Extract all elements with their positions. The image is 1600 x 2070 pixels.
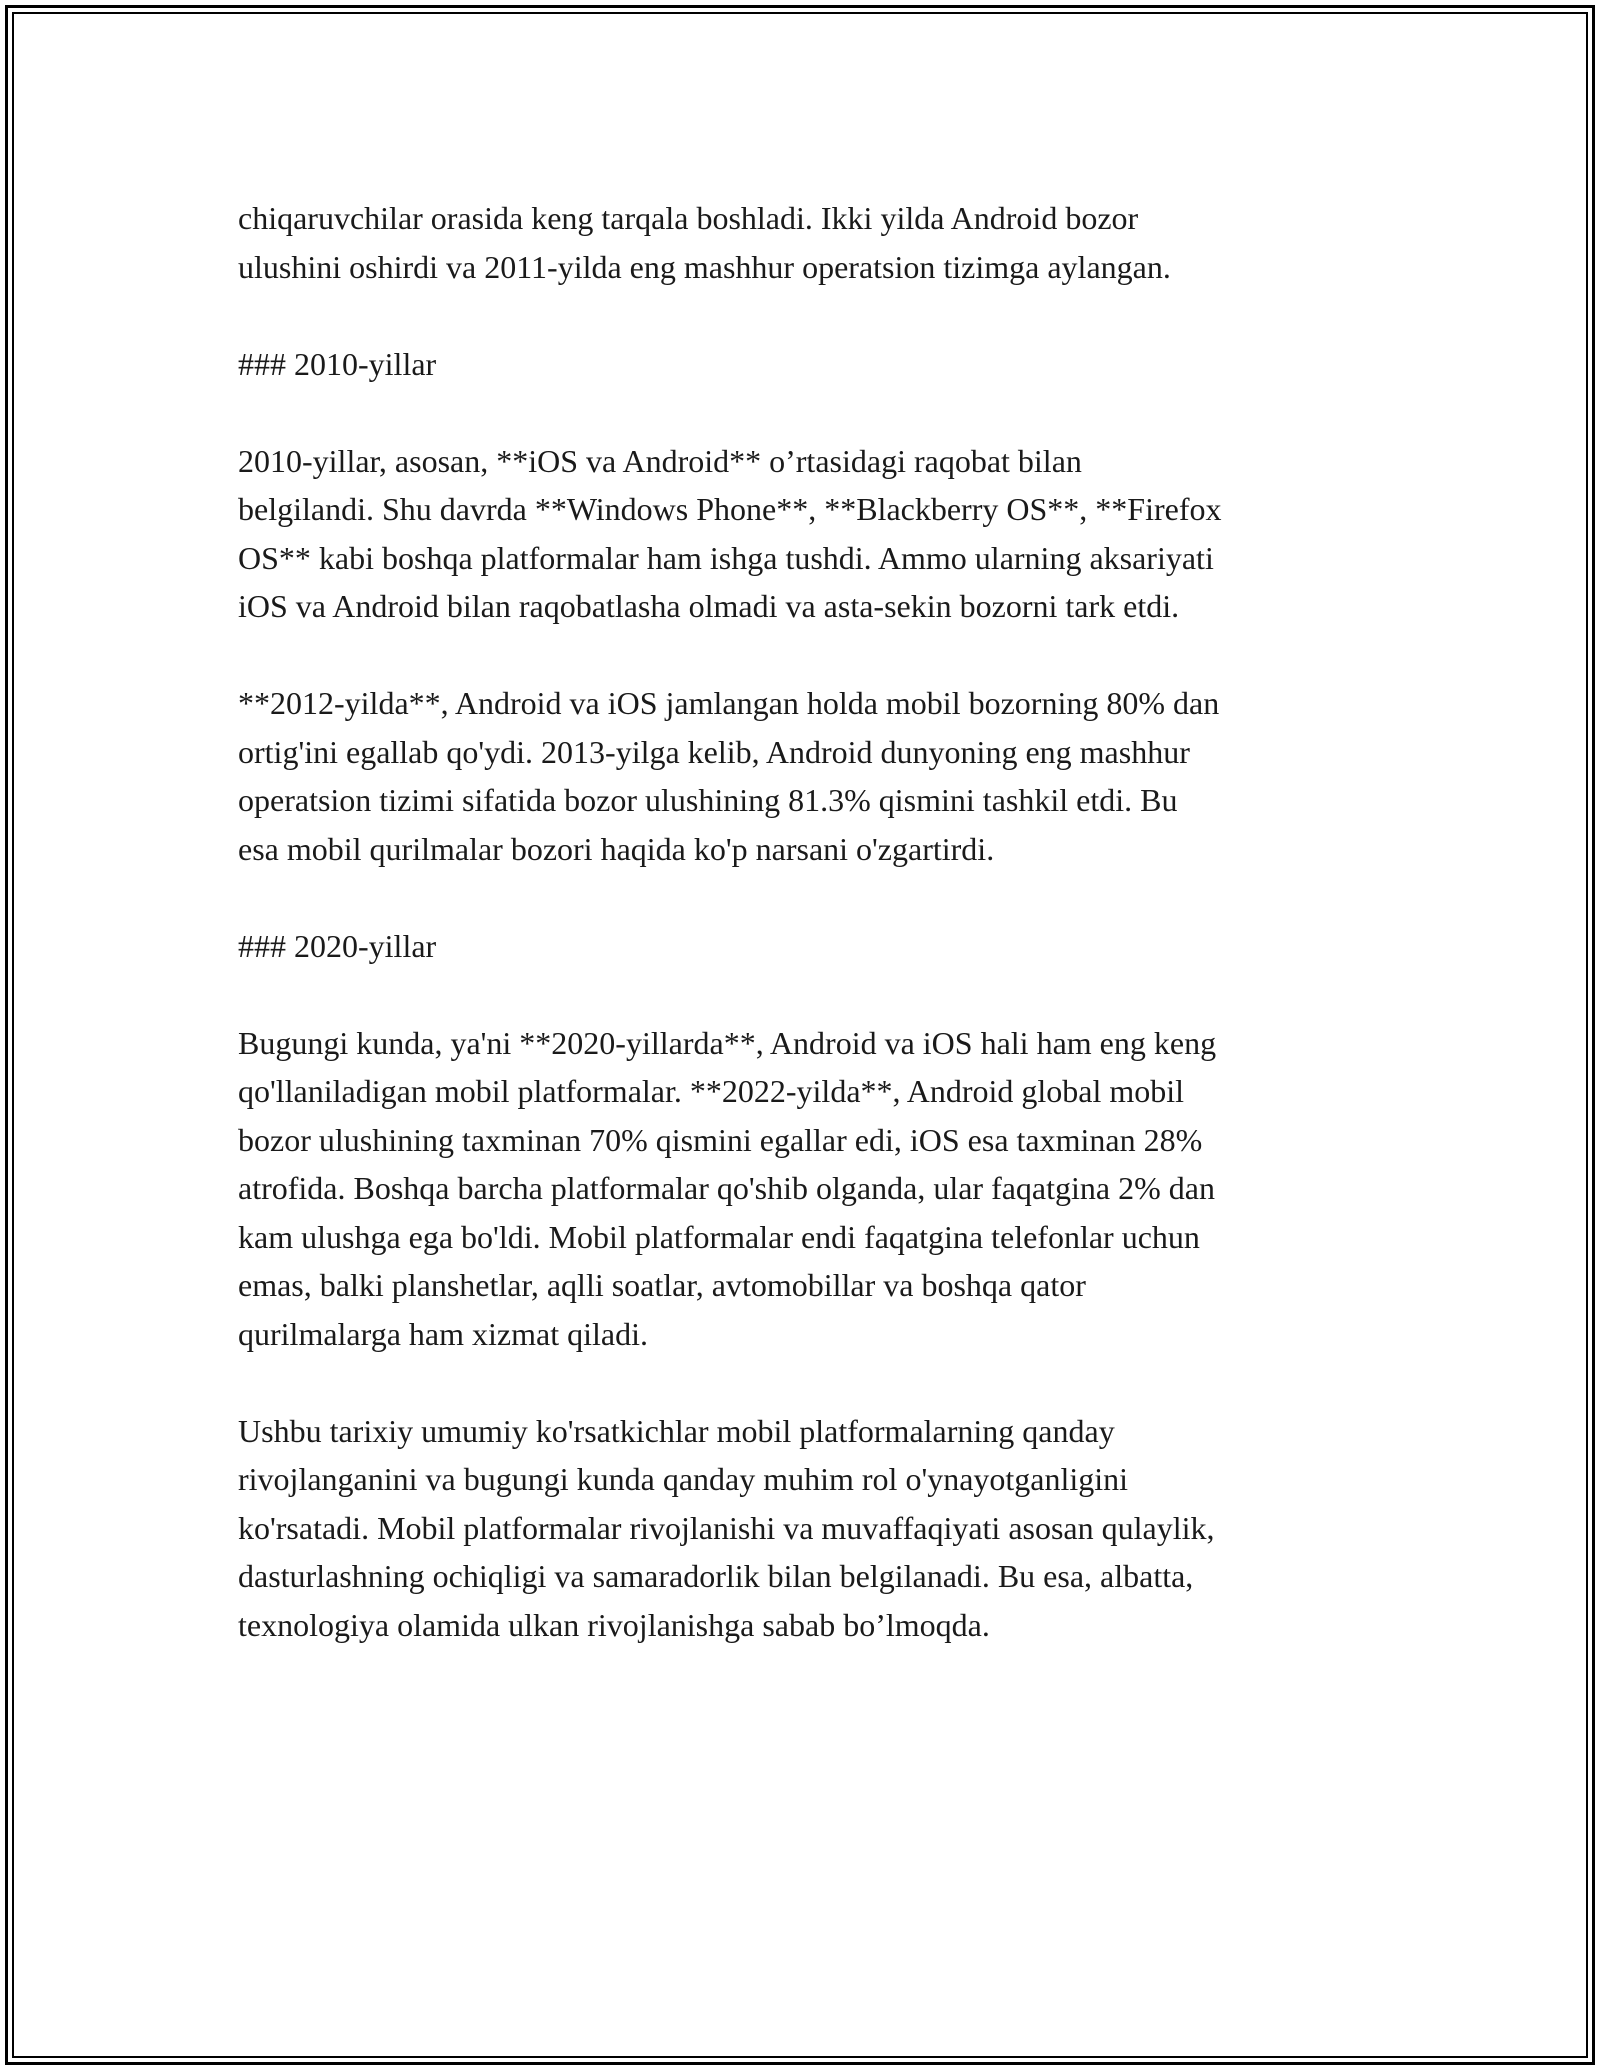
document-body [238,194,1388,1698]
heading-2020s: ### 2020-yillar [238,927,437,964]
paragraph-2020s-today: Bugungi kunda, ya'ni **2020-yillarda**, Android va iOS hali ham eng keng qo'llaniladigan mobil platformalar. **2022-yilda**, Android global mobil bozor ulushining taxminan 70% qismini egallar edi, iOS esa taxminan 28% atrofida. Boshqa barcha platformalar qo'shib olganda, ular faqatgina 2% dan kam ulushga ega bo'ldi. Mobil platformalar endi faqatgina telefonlar uchun emas, balki planshetlar, aqlli soatlar, avtomobillar va boshqa qator qurilmalarga ham xizmat qiladi. [238,1024,1217,1352]
page-frame [5,5,1595,2065]
paragraph-2010s-rivalry: 2010-yillar, asosan, **iOS va Android** o’rtasidagi raqobat bilan belgilandi. Shu davrda **Windows Phone**, **Blackberry OS**, **Firefox OS** kabi boshqa platformalar ham ishga tushdi. Ammo ularning aksariyati iOS va Android bilan raqobatlasha olmadi va asta-sekin bozorni tark etdi. [238,442,1222,624]
paragraph-conclusion: Ushbu tarixiy umumiy ko'rsatkichlar mobil platformalarning qanday rivojlanganini va bugungi kunda qanday muhim rol o'ynayotganligini ko'rsatadi. Mobil platformalar rivojlanishi va muvaffaqiyati asosan qulaylik, dasturlashning ochiqligi va samaradorlik bilan belgilanadi. Bu esa, albatta, texnologiya olamida ulkan rivojlanishga sabab bo’lmoqda. [238,1412,1215,1643]
paragraph-intro-continuation: chiqaruvchilar orasida keng tarqala boshladi. Ikki yilda Android bozor ulushini oshirdi va 2011-yilda eng mashhur operatsion tizimga aylangan. [238,200,1171,285]
heading-2010s: ### 2010-yillar [238,345,437,382]
paragraph-2012-market-share: **2012-yilda**, Android va iOS jamlangan holda mobil bozorning 80% dan ortig'ini egallab qo'ydi. 2013-yilga kelib, Android dunyoning eng mashhur operatsion tizimi sifatida bozor ulushining 81.3% qismini tashkil etdi. Bu esa mobil qurilmalar bozori haqida ko'p narsani o'zgartirdi. [238,685,1220,867]
